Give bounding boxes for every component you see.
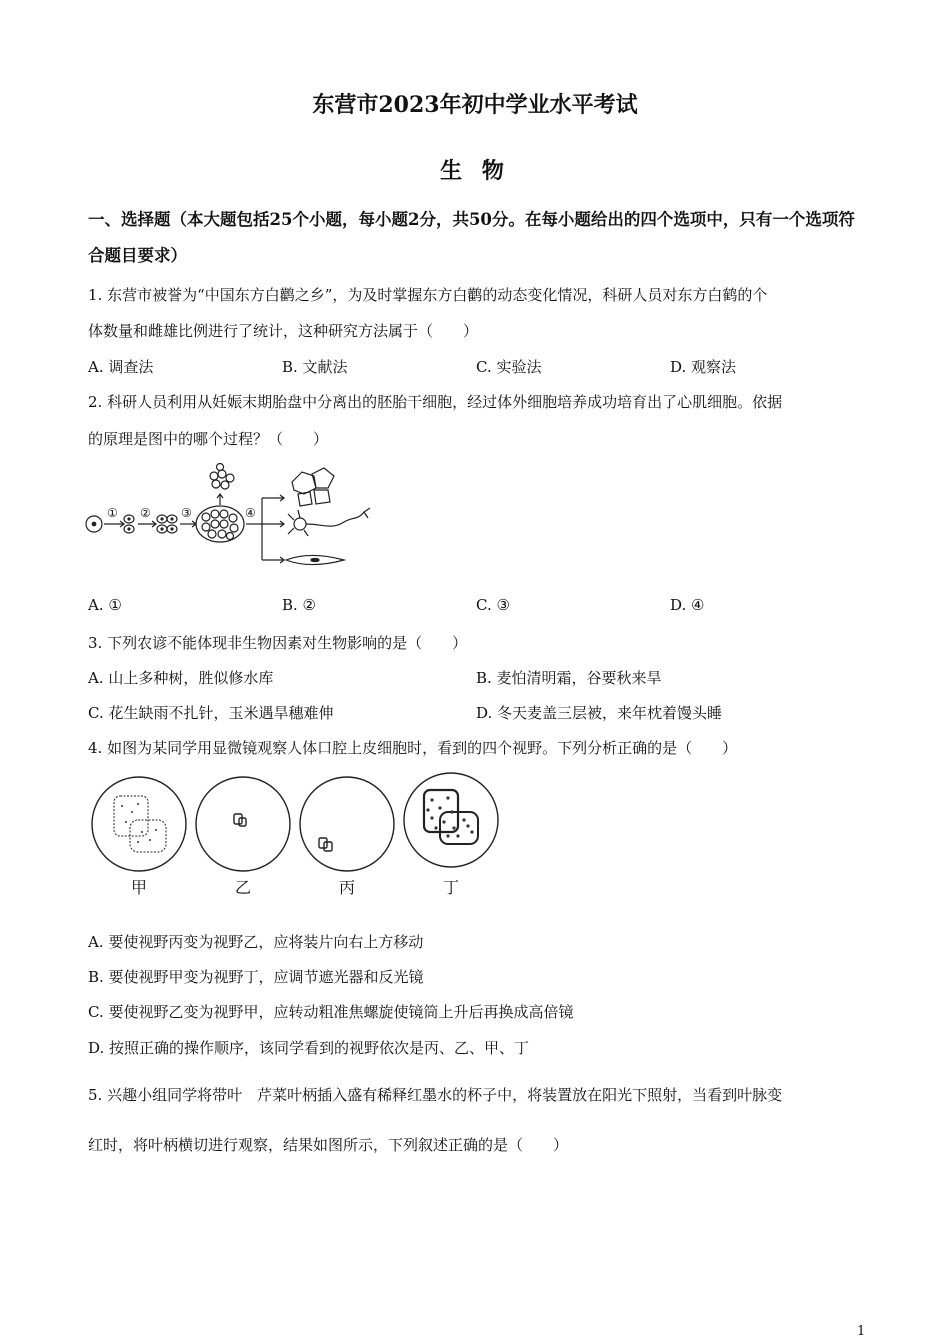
q1-option-a[interactable]: A. 调查法 <box>88 358 154 376</box>
cell-differentiation-figure <box>82 462 372 572</box>
q5-stem-line1: 5. 兴趣小组同学将带叶 芹菜叶柄插入盛有稀释红墨水的杯子中，将装置放在阳光下照射，当看到叶脉变 <box>88 1086 783 1104</box>
q4-option-b[interactable]: B. 要使视野甲变为视野丁，应调节遮光器和反光镜 <box>88 968 424 986</box>
q2-option-c[interactable]: C. ③ <box>476 596 510 614</box>
process-label-4: ④ <box>245 506 256 520</box>
q2-stem-line1: 2. 科研人员利用从妊娠末期胎盘中分离出的胚胎干细胞，经过体外细胞培养成功培育出了心肌细胞。依据 <box>88 393 783 411</box>
view-label-bing: 丙 <box>338 878 356 897</box>
exam-title: 东营市2023年初中学业水平考试 <box>312 92 638 118</box>
q3-option-c[interactable]: C. 花生缺雨不扎针，玉米遇旱穗难伸 <box>88 704 334 722</box>
q4-stem: 4. 如图为某同学用显微镜观察人体口腔上皮细胞时，看到的四个视野。下列分析正确的是（ ） <box>88 739 738 757</box>
page-number: 1 <box>857 1324 866 1339</box>
process-label-1: ① <box>107 506 118 520</box>
view-label-yi: 乙 <box>234 878 252 897</box>
subject-title: 生 物 <box>440 158 510 184</box>
q4-option-a[interactable]: A. 要使视野丙变为视野乙，应将装片向右上方移动 <box>88 933 424 951</box>
q4-option-d[interactable]: D. 按照正确的操作顺序，该同学看到的视野依次是丙、乙、甲、丁 <box>88 1039 530 1057</box>
q2-option-d[interactable]: D. ④ <box>670 596 705 614</box>
q2-option-a[interactable]: A. ① <box>88 596 122 614</box>
q3-stem: 3. 下列农谚不能体现非生物因素对生物影响的是（ ） <box>88 634 468 652</box>
q2-stem-line2: 的原理是图中的哪个过程？（ ） <box>88 430 329 448</box>
q3-option-a[interactable]: A. 山上多种树，胜似修水库 <box>88 669 274 687</box>
q1-option-d[interactable]: D. 观察法 <box>670 358 737 376</box>
process-label-2: ② <box>140 506 151 520</box>
process-label-3: ③ <box>181 506 192 520</box>
q1-stem-line2: 体数量和雌雄比例进行了统计，这种研究方法属于（ ） <box>88 322 479 340</box>
q1-option-c[interactable]: C. 实验法 <box>476 358 542 376</box>
view-label-jia: 甲 <box>130 878 148 897</box>
q4-option-c[interactable]: C. 要使视野乙变为视野甲，应转动粗准焦螺旋使镜筒上升后再换成高倍镜 <box>88 1003 574 1021</box>
q2-option-b[interactable]: B. ② <box>282 596 317 614</box>
q3-option-b[interactable]: B. 麦怕清明霜，谷要秋来旱 <box>476 669 662 687</box>
q5-stem-line2: 红时，将叶柄横切进行观察，结果如图所示，下列叙述正确的是（ ） <box>88 1136 569 1154</box>
section-heading: 一、选择题（本大题包括25个小题，每小题2分，共50分。在每小题给出的四个选项中，只有一个选项符合题目要求） <box>88 210 855 265</box>
q1-option-b[interactable]: B. 文献法 <box>282 358 348 376</box>
microscope-views-figure <box>88 770 504 900</box>
q1-stem-line1: 1. 东营市被誉为“中国东方白鹳之乡”，为及时掌握东方白鹳的动态变化情况，科研人员对东方白鹤的个 <box>88 286 768 304</box>
view-label-ding: 丁 <box>442 878 460 897</box>
q3-option-d[interactable]: D. 冬天麦盖三层被，来年枕着馒头睡 <box>476 704 723 722</box>
